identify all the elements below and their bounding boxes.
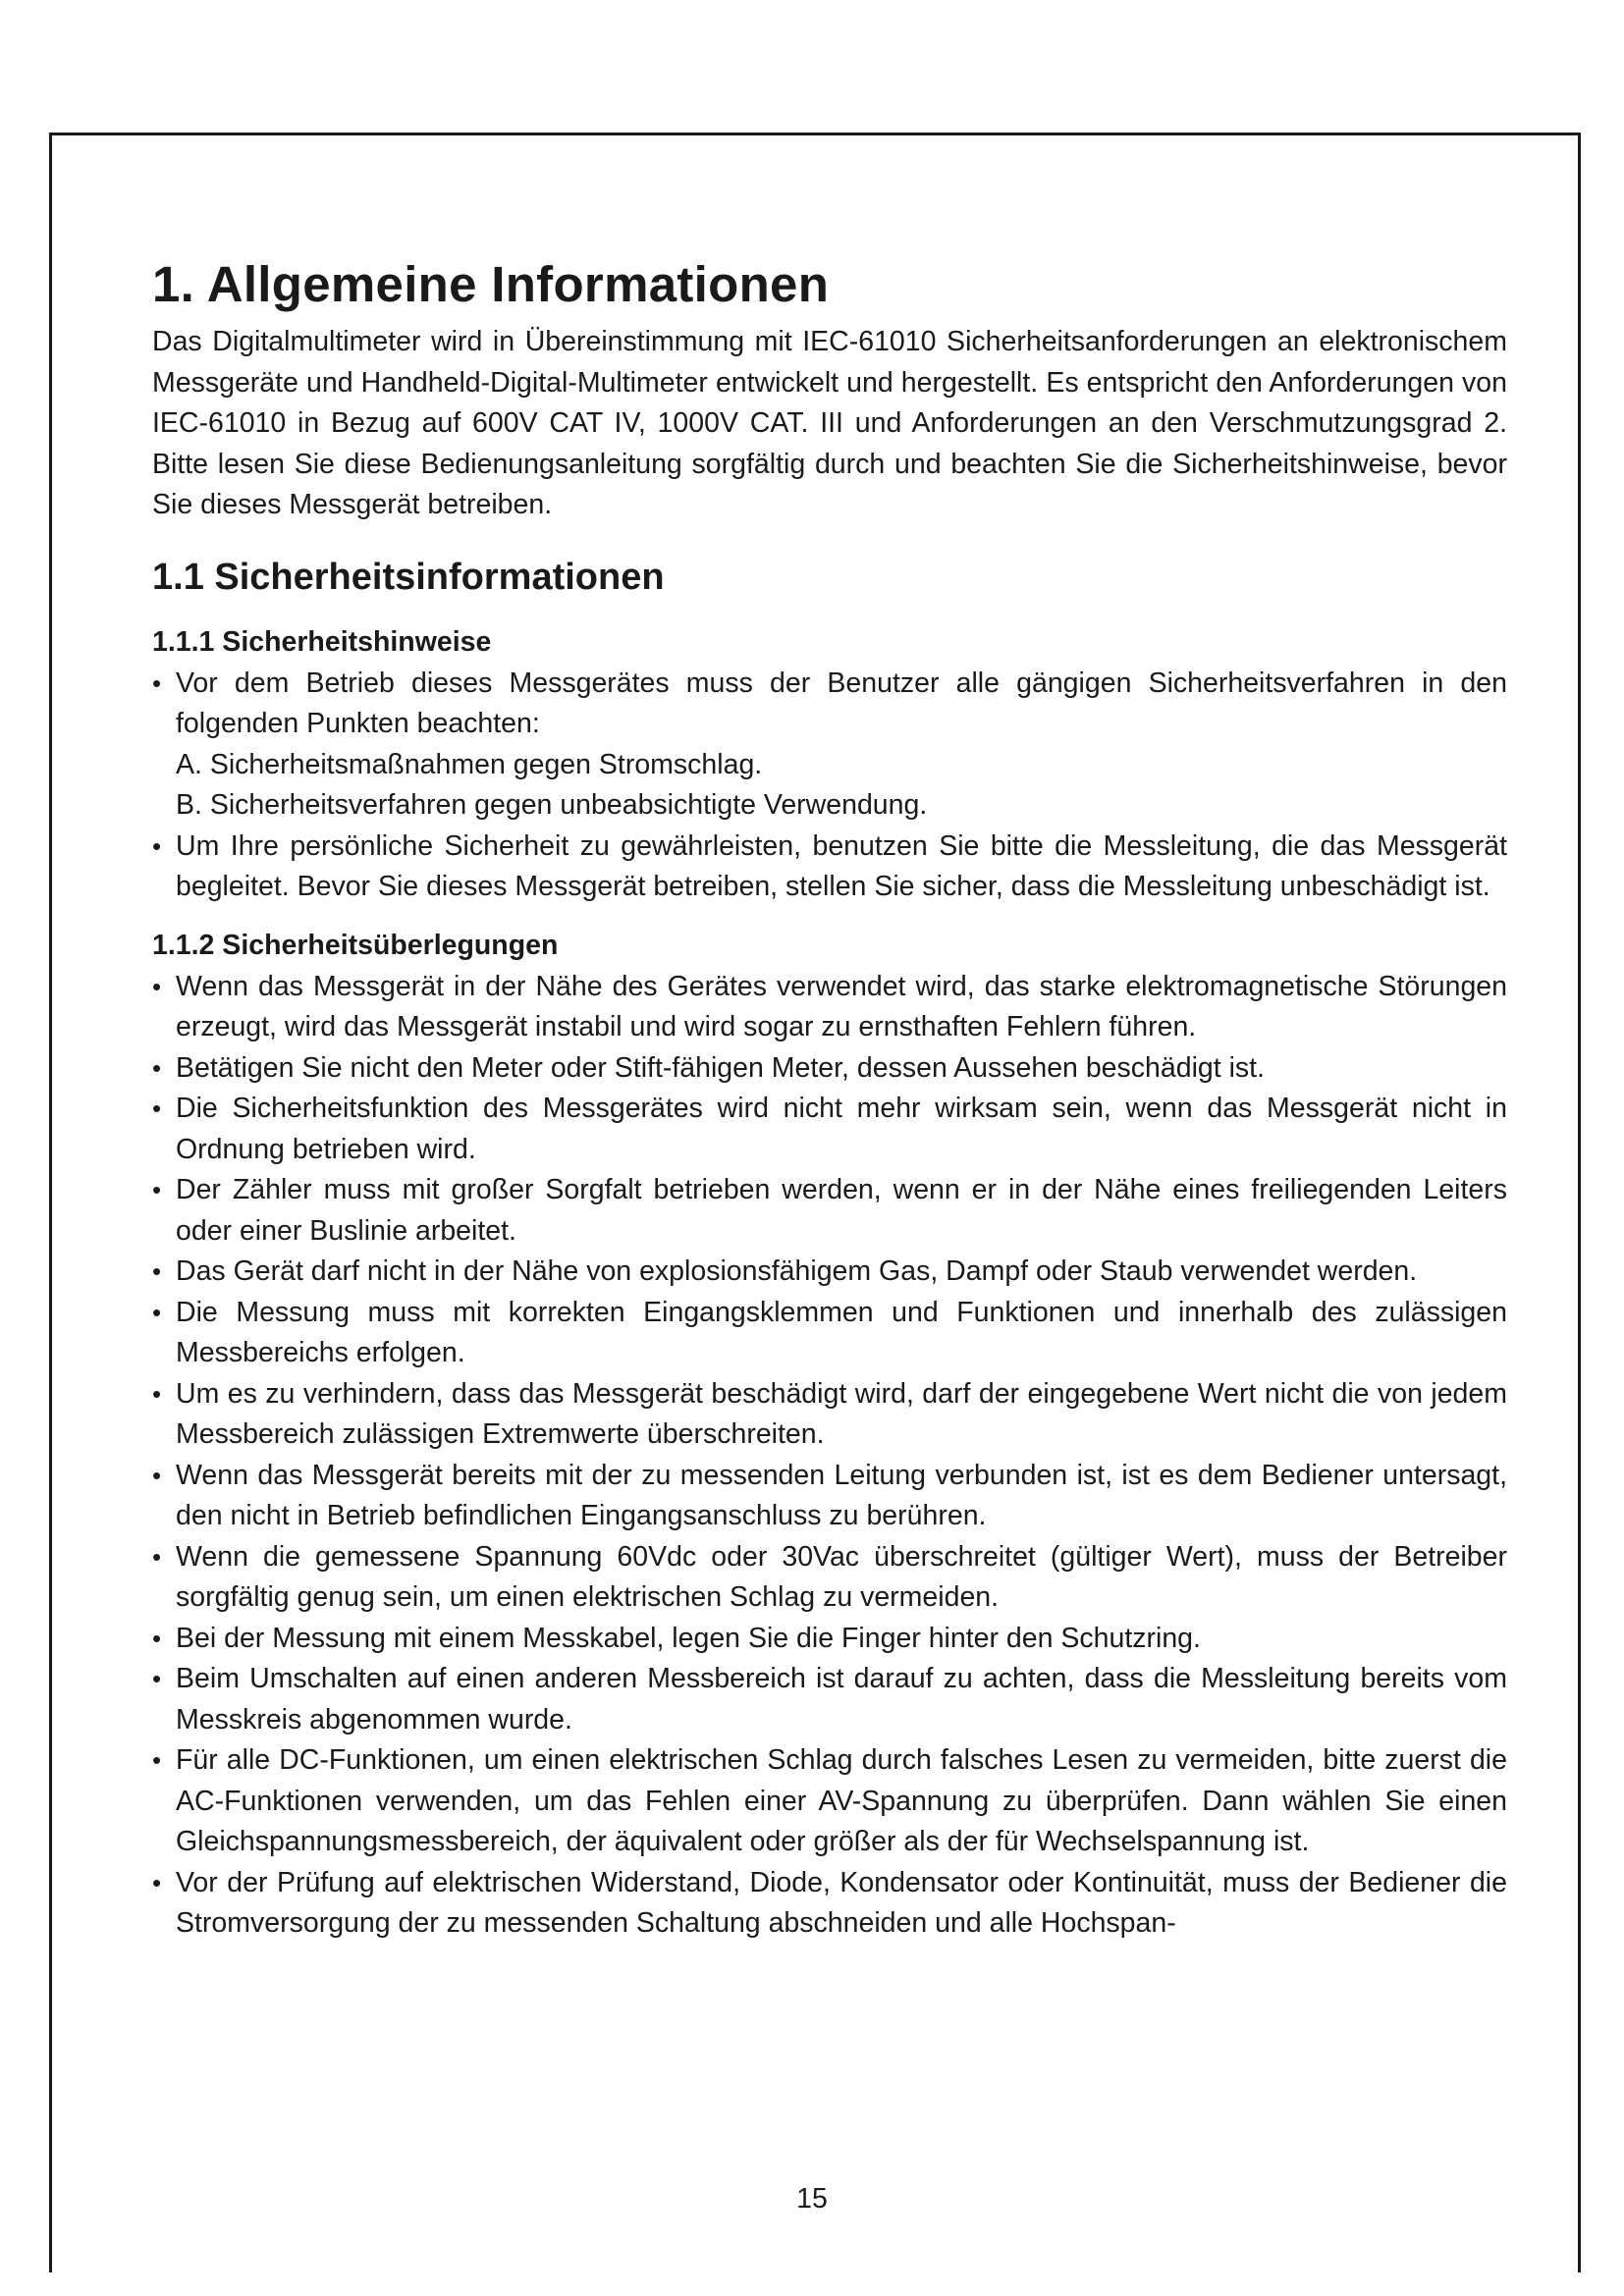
list-item: • Die Messung muss mit korrekten Eingangsklemmen und Funktionen und innerhalb des zulässigen Messbereichs erfolgen. [152,1293,1507,1374]
page-number: 15 [796,2183,828,2215]
safety-considerations-list [152,967,1507,1945]
list-item: • Für alle DC-Funktionen, um einen elektrischen Schlag durch falsches Lesen zu vermeiden, bitte zuerst die AC-Funktionen verwenden, um das Fehlen einer AV-Spannung zu überprüfen. Dann wählen Sie einen Gleichspannungsmessbereich, der äquivalent oder größer als der für Wechselspannung ist. [152,1740,1507,1863]
page-frame-right [1578,133,1581,2272]
list-item: • Wenn das Messgerät in der Nähe des Gerätes verwendet wird, das starke elektromagnetische Störungen erzeugt, wird das Messgerät instabil und wird sogar zu ernsthaften Fehlern führen. [152,967,1507,1048]
section-1-1-1-title: 1.1.1 Sicherheitshinweise [152,625,492,658]
section-1-1-2-title: 1.1.2 Sicherheitsüberlegungen [152,929,559,961]
list-item-text: Vor dem Betrieb dieses Messgerätes muss der Benutzer alle gängigen Sicherheitsverfahren in den folgenden Punkten beachten: [176,667,1507,739]
section-1-1-title: 1.1 Sicherheitsinformationen [152,556,665,598]
list-item: • Beim Umschalten auf einen anderen Messbereich ist darauf zu achten, dass die Messleitung bereits vom Messkreis abgenommen wurde. [152,1659,1507,1740]
page-content [152,253,1507,1945]
section-1-intro: Das Digitalmultimeter wird in Übereinstimmung mit IEC-61010 Sicherheitsanforderungen an elektronischem Messgeräte und Handheld-Digital-Multimeter entwickelt und hergestellt. Es entspricht den Anforderungen von IEC-61010 in Bezug auf 600V CAT IV, 1000V CAT. III und Anforderungen an den Verschmutzungsgrad 2. Bitte lesen Sie diese Bedienungsanleitung sorgfältig durch und beachten Sie die Sicherheitshinweise, bevor Sie dieses Messgerät betreiben. [152,326,1507,520]
page-frame-left [49,133,52,2272]
list-item: • Wenn das Messgerät bereits mit der zu messenden Leitung verbunden ist, ist es dem Bediener untersagt, den nicht in Betrieb befindlichen Eingangsanschluss zu berühren. [152,1456,1507,1537]
list-item: • Bei der Messung mit einem Messkabel, legen Sie die Finger hinter den Schutzring. [152,1619,1507,1660]
list-item: • Um Ihre persönliche Sicherheit zu gewährleisten, benutzen Sie bitte die Messleitung, die das Messgerät begleitet. Bevor Sie dieses Messgerät betreiben, stellen Sie sicher, dass die Messleitung unbeschädigt ist. [152,827,1507,908]
page-frame-top [49,133,1581,135]
list-item: • Der Zähler muss mit großer Sorgfalt betrieben werden, wenn er in der Nähe eines freiliegenden Leiters oder einer Buslinie arbeitet. [152,1170,1507,1252]
section-1-title: 1. Allgemeine Informationen [152,256,830,312]
list-subitem: A. Sicherheitsmaßnahmen gegen Stromschlag. [176,748,763,780]
list-item: • Um es zu verhindern, dass das Messgerät beschädigt wird, darf der eingegebene Wert nicht die von jedem Messbereich zulässigen Extremwerte überschreiten. [152,1374,1507,1456]
list-item: • Wenn die gemessene Spannung 60Vdc oder 30Vac überschreitet (gültiger Wert), muss der Betreiber sorgfältig genug sein, um einen elektrischen Schlag zu vermeiden. [152,1537,1507,1619]
list-item: • Betätigen Sie nicht den Meter oder Stift-fähigen Meter, dessen Aussehen beschädigt ist. [152,1048,1507,1090]
list-subitem: B. Sicherheitsverfahren gegen unbeabsichtigte Verwendung. [176,789,928,821]
list-item: • Vor der Prüfung auf elektrischen Widerstand, Diode, Kondensator oder Kontinuität, muss der Bediener die Stromversorgung der zu messenden Schaltung abschneiden und alle Hochspan- [152,1863,1507,1945]
list-item: • Die Sicherheitsfunktion des Messgerätes wird nicht mehr wirksam sein, wenn das Messgerät nicht in Ordnung betrieben wird. [152,1089,1507,1170]
list-item: • Das Gerät darf nicht in der Nähe von explosionsfähigem Gas, Dampf oder Staub verwendet werden. [152,1252,1507,1293]
safety-notes-list [152,664,1507,908]
list-item [152,664,1507,827]
